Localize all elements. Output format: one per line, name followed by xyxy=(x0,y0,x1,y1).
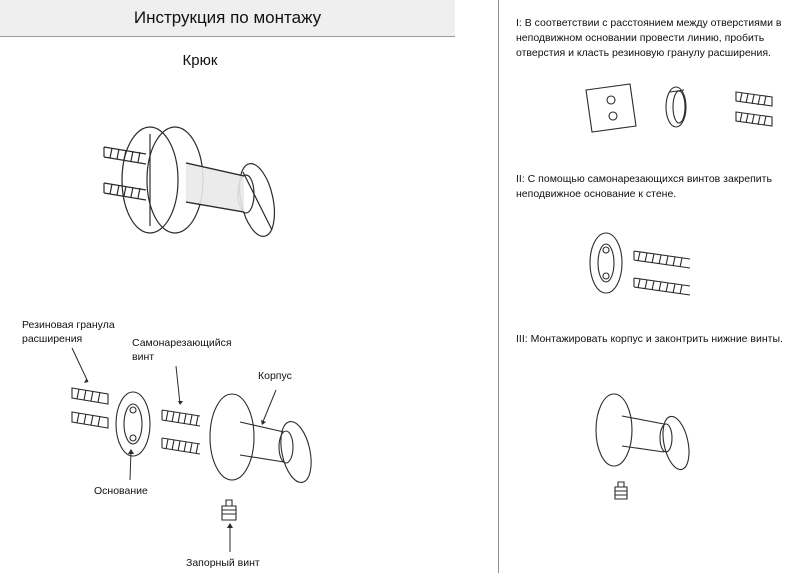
step-3-text: III: Монтажировать корпус и законтрить нижние винты. xyxy=(516,333,783,345)
step-2-text: II: С помощью самонарезающихся винтов закрепить неподвижное основание к стене. xyxy=(516,173,772,200)
annotation-body: Корпус xyxy=(258,370,292,382)
page-title: Инструкция по монтажу xyxy=(133,8,322,27)
annotation-self-tapping-screw: Самонарезающийся винт xyxy=(132,337,232,363)
page-subtitle: Крюк xyxy=(182,52,218,69)
annotation-base: Основание xyxy=(94,485,148,497)
annotation-lock-screw: Запорный винт xyxy=(186,557,260,569)
step-1-text: I: В соответствии с расстоянием между отверстиями в неподвижном основании провести линию, пробить отверстия и класть резиновую гранулу расширения. xyxy=(516,17,782,59)
annotation-rubber-granule: Резиновая гранула расширения xyxy=(22,319,115,345)
